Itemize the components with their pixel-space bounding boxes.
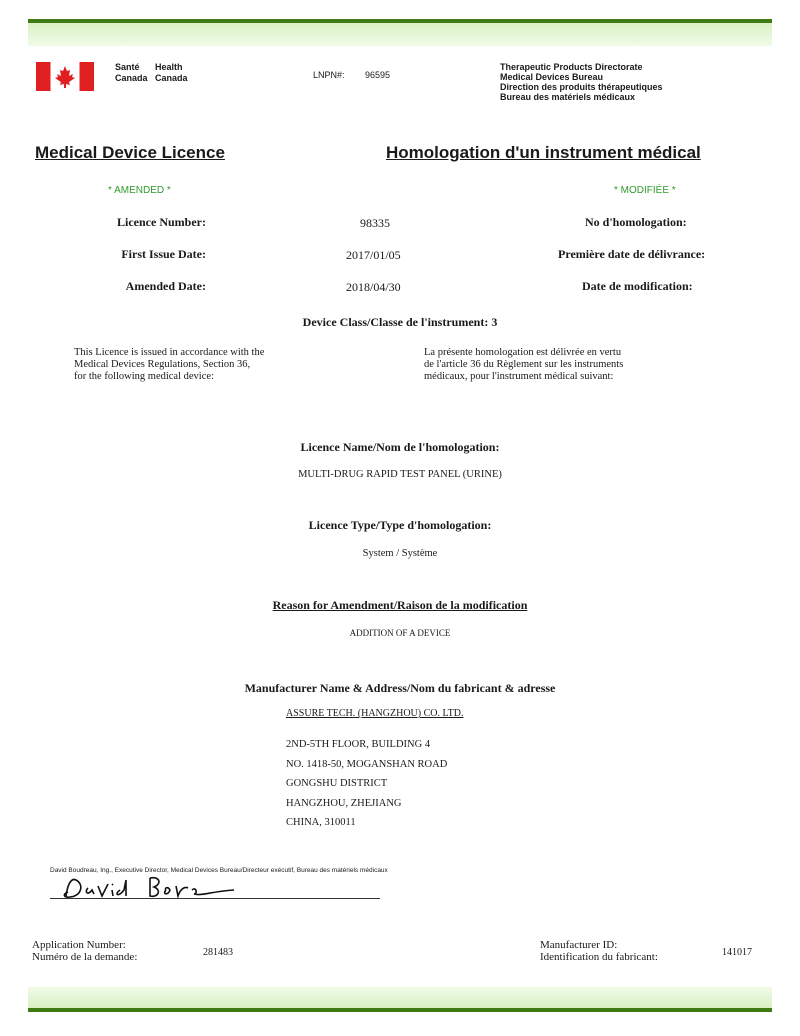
manufacturer-address xyxy=(286,735,447,833)
lnpn-value: 96595 xyxy=(365,70,391,80)
directorate-block xyxy=(500,62,663,102)
statement-en-line-2: Medical Devices Regulations, Section 36, xyxy=(74,359,251,370)
amended-date-label-fr: Date de modification: xyxy=(582,279,693,293)
amended-date-label: Amended Date: xyxy=(125,279,206,293)
directorate-line-3: Direction des produits thérapeutiques xyxy=(500,82,663,92)
address-line-3: GONGSHU DISTRICT xyxy=(286,778,388,789)
licence-number-value: 98335 xyxy=(360,216,390,230)
manufacturer-label: Manufacturer Name & Address/Nom du fabricant & adresse xyxy=(244,681,556,695)
title-en: Medical Device Licence xyxy=(35,143,225,162)
licence-name-value: MULTI-DRUG RAPID TEST PANEL (URINE) xyxy=(298,469,502,480)
signature-line xyxy=(50,898,380,899)
address-line-4: HANGZHOU, ZHEJIANG xyxy=(286,797,402,809)
application-label-en: Application Number: xyxy=(32,939,126,951)
address-line-1: 2ND-5TH FLOOR, BUILDING 4 xyxy=(286,739,431,750)
lnpn-label: LNPN#: xyxy=(313,70,345,80)
application-number-label xyxy=(32,939,137,963)
directorate-line-4: Bureau des matériels médicaux xyxy=(500,92,636,102)
application-number-value: 281483 xyxy=(203,947,233,958)
licence-type-label: Licence Type/Type d'homologation: xyxy=(308,518,492,532)
signatory-title: David Boudreau, Ing., Executive Director, Medical Devices Bureau/Directeur exécutif, Bureau des matériels médicaux xyxy=(50,867,388,874)
department-name-fr xyxy=(115,62,148,84)
canada-flag-icon xyxy=(36,62,94,91)
statement-fr-line-1: La présente homologation est délivrée en vertu xyxy=(424,347,622,358)
address-line-5: CHINA, 310011 xyxy=(286,817,356,828)
first-issue-date-label: First Issue Date: xyxy=(121,247,206,261)
statement-fr-line-3: médicaux, pour l'instrument médical suivant: xyxy=(424,371,614,382)
manufacturer-id-label-en: Manufacturer ID: xyxy=(540,939,618,951)
amended-badge-en: * AMENDED * xyxy=(108,185,171,196)
first-issue-date-label-fr: Première date de délivrance: xyxy=(558,247,706,261)
manufacturer-id-label xyxy=(540,939,658,963)
amendment-reason-label: Reason for Amendment/Raison de la modification xyxy=(272,598,528,612)
dept-fr-line-1: Santé xyxy=(115,62,140,72)
first-issue-date-value: 2017/01/05 xyxy=(346,248,401,262)
statement-en-line-1: This Licence is issued in accordance with the xyxy=(74,347,265,358)
licence-type-value: System / Système xyxy=(362,548,438,559)
directorate-line-1: Therapeutic Products Directorate xyxy=(500,62,643,72)
dept-en-line-1: Health xyxy=(155,62,183,72)
licence-name-label: Licence Name/Nom de l'homologation: xyxy=(300,440,500,454)
statement-en xyxy=(74,347,394,383)
amendment-reason-value: ADDITION OF A DEVICE xyxy=(349,628,451,638)
application-label-fr: Numéro de la demande: xyxy=(32,951,138,963)
amended-badge-fr: * MODIFIÉE * xyxy=(614,185,676,196)
statement-en-line-3: for the following medical device: xyxy=(74,371,214,382)
amended-date-value: 2018/04/30 xyxy=(346,280,401,294)
address-line-2: NO. 1418-50, MOGANSHAN ROAD xyxy=(286,758,448,770)
manufacturer-name: ASSURE TECH. (HANGZHOU) CO. LTD. xyxy=(286,708,464,719)
manufacturer-id-value: 141017 xyxy=(722,947,752,958)
licence-number-label: Licence Number: xyxy=(117,215,206,229)
statement-fr-line-2: de l'article 36 du Règlement sur les instruments xyxy=(424,359,624,370)
top-band xyxy=(28,23,772,46)
directorate-line-2: Medical Devices Bureau xyxy=(500,72,604,82)
dept-fr-line-2: Canada xyxy=(115,73,148,83)
device-class: Device Class/Classe de l'instrument: 3 xyxy=(302,315,498,329)
licence-number-label-fr: No d'homologation: xyxy=(585,215,687,229)
department-name-en xyxy=(155,62,188,84)
bottom-band-line xyxy=(28,1008,772,1012)
manufacturer-id-label-fr: Identification du fabricant: xyxy=(540,951,658,963)
bottom-band xyxy=(28,987,772,1008)
title-fr: Homologation d'un instrument médical xyxy=(386,143,701,162)
statement-fr xyxy=(424,347,764,383)
dept-en-line-2: Canada xyxy=(155,73,188,83)
